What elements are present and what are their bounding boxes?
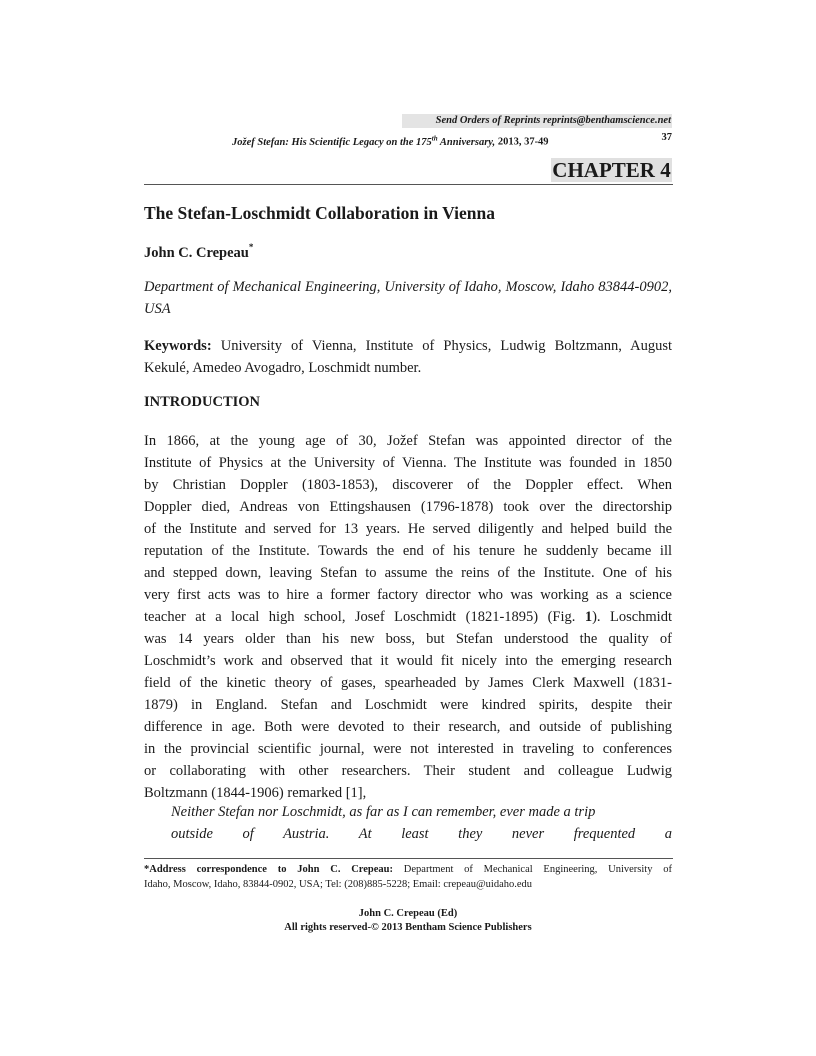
journal-title: [232, 134, 496, 148]
footnote-line: Idaho, Moscow, Idaho, 83844-0902, USA; Tel: (208)885-5228; Email: crepeau@uidaho.edu: [144, 879, 533, 890]
body-line: reputation of the Institute. Towards the end of his tenure he suddenly became ill: [144, 543, 672, 559]
header-rule: [144, 184, 673, 185]
author: [144, 242, 253, 262]
keywords: [144, 335, 672, 379]
affiliation: Department of Mechanical Engineering, University of Idaho, Moscow, Idaho 83844-0902, USA: [144, 279, 672, 317]
footnote-line1-rest: Department of Mechanical Engineering, University of: [393, 864, 672, 875]
author-name: John C. Crepeau: [144, 245, 249, 261]
body-line: field of the kinetic theory of gases, spearheaded by James Clerk Maxwell (1831-: [144, 675, 672, 691]
quote-line: outside of Austria. At least they never frequented a: [171, 826, 672, 842]
running-header: [232, 131, 672, 150]
body-line: Institute of Physics at the University of Vienna. The Institute was founded in 1850: [144, 455, 672, 471]
body-line: very first acts was to hire a former factory director who was working as a science: [144, 587, 672, 603]
footer-rights: All rights reserved-© 2013 Bentham Science Publishers: [284, 922, 532, 933]
body-line: 1879) in England. Stefan and Loschmidt were kindred spirits, despite their: [144, 697, 672, 713]
page-footer: [144, 907, 672, 935]
footnote: [144, 862, 672, 892]
body-line: [144, 606, 672, 628]
quote-line: Neither Stefan nor Loschmidt, as far as I can remember, ever made a trip: [171, 804, 596, 820]
body-line: by Christian Doppler (1803-1853), discoverer of the Doppler effect. When: [144, 477, 672, 493]
body-line: Boltzmann (1844-1906) remarked [1],: [144, 785, 367, 801]
body-line: of the Institute and served for 13 years. He served diligently and helped build the: [144, 521, 672, 537]
journal-title-suffix: Anniversary,: [437, 136, 496, 148]
keywords-label: Keywords:: [144, 338, 212, 354]
block-quote: [171, 801, 672, 845]
journal-title-sup: th: [431, 134, 438, 142]
chapter-label: CHAPTER 4: [552, 158, 671, 182]
fig-line-after: ). Loschmidt: [592, 609, 672, 625]
body-line: In 1866, at the young age of 30, Jožef Stefan was appointed director of the: [144, 433, 672, 449]
footnote-line: [144, 862, 672, 877]
body-line: or collaborating with other researchers. Their student and colleague Ludwig: [144, 763, 672, 779]
body-line: Loschmidt’s work and observed that it would fit nicely into the emerging research: [144, 653, 672, 669]
article-title: The Stefan-Loschmidt Collaboration in Vienna: [144, 203, 496, 223]
keywords-list: University of Vienna, Institute of Physics, Ludwig Boltzmann, August Kekulé, Amedeo Avogadro, Loschmidt number.: [144, 338, 672, 376]
section-heading: INTRODUCTION: [144, 394, 261, 410]
footer-editor: John C. Crepeau (Ed): [358, 908, 458, 919]
footnote-rule: [144, 858, 673, 859]
page-number: 37: [661, 132, 672, 143]
author-footnote-mark[interactable]: *: [248, 242, 254, 252]
footnote-label: *Address correspondence to John C. Crepeau:: [144, 864, 394, 875]
body-line: Doppler died, Andreas von Ettingshausen (1796-1878) took over the directorship: [144, 499, 672, 515]
fig-line-before: teacher at a local high school, Josef Loschmidt (1821-1895) (Fig.: [144, 609, 585, 625]
body-paragraph: [144, 430, 672, 804]
journal-title-prefix: Jožef Stefan: His Scientific Legacy on the 175: [232, 136, 432, 148]
figure-reference-link[interactable]: 1: [584, 609, 593, 625]
body-line: was 14 years older than his new boss, but Stefan understood the quality of: [144, 631, 672, 647]
body-line: difference in age. Both were devoted to their research, and outside of publishing: [144, 719, 672, 735]
journal-year-pages: 2013, 37-49: [495, 136, 549, 148]
body-line: and stepped down, leaving Stefan to assume the reins of the Institute. One of his: [144, 565, 672, 581]
reprints-notice: Send Orders of Reprints reprints@benthamscience.net: [402, 114, 672, 128]
body-line: in the provincial scientific journal, were not interested in traveling to conferences: [144, 741, 672, 757]
